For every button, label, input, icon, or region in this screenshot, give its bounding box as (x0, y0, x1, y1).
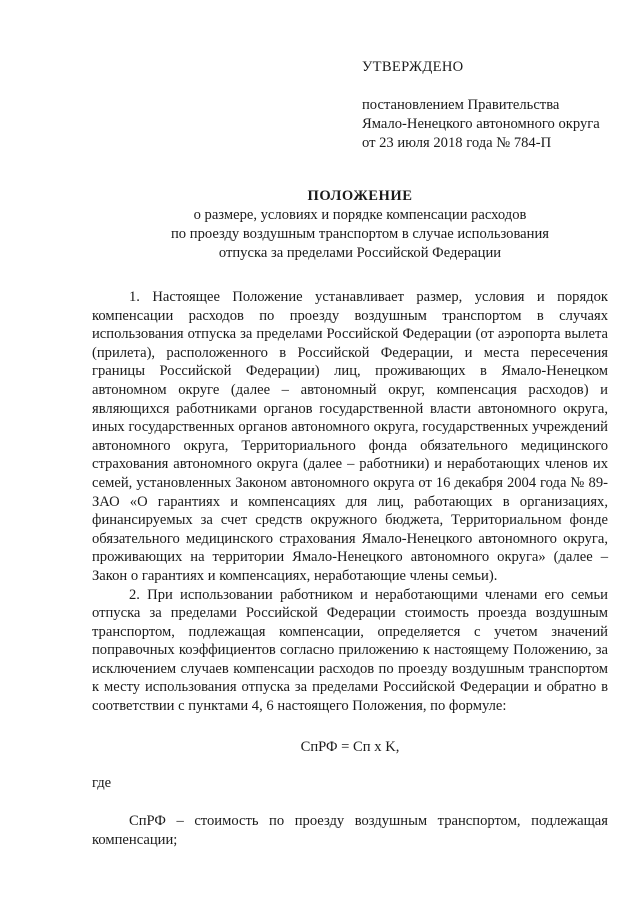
title-line: отпуска за пределами Российской Федерации (218, 245, 502, 261)
title-main: ПОЛОЖЕНИЕ (307, 188, 413, 204)
title-line: о размере, условиях и порядке компенсации расходов (193, 207, 527, 223)
definition-text: CпРФ – стоимость по проезду воздушным транспортом, подлежащая компенсации; (92, 813, 608, 848)
approval-line: Ямало-Ненецкого автономного округа (362, 116, 600, 132)
document-body (92, 288, 608, 716)
approval-stamp (362, 58, 600, 153)
approval-heading: УТВЕРЖДЕНО (362, 59, 464, 75)
definition (92, 812, 608, 850)
paragraph-1: 1. Настоящее Положение устанавливает размер, условия и порядок компенсации расходов по проезду воздушным транспортом в случаях использования отпуска за пределами Российской Федерации (от аэропорта вылета (прилета), расположенного в Российской Федерации, и места пересечения границы Российской Федерации) лиц, проживающих в Ямало-Ненецком автономном округе (далее – автономный округ, компенсация расходов) и являющихся работниками органов государственной власти автономного округа, иных государственных органов автономного округа, государственных учреждений автономного округа, Территориального фонда обязательного медицинского страхования автономного округа (далее – работники) и неработающих членов их семей, установленных Законом автономного округа от 16 декабря 2004 года № 89-ЗАО «О гарантиях и компенсациях для лиц, работающих в организациях, финансируемых за счет средств окружного бюджета, Территориальном фонде обязательного медицинского страхования Ямало-Ненецкого автономного округа, проживающих на территории Ямало-Ненецкого автономного округа» (далее – Закон о гарантиях и компенсациях, неработающие члены семьи). (92, 289, 608, 584)
approval-line: постановлением Правительства (362, 97, 560, 113)
formula: CпРФ = Cп x K, (300, 739, 400, 755)
title-line: по проезду воздушным транспортом в случае использования (171, 226, 549, 242)
document-title (80, 187, 640, 263)
approval-line: от 23 июля 2018 года № 784-П (362, 135, 552, 151)
paragraph-2: 2. При использовании работником и неработающими членами его семьи отпуска за пределами Российской Федерации стоимость проезда воздушным транспортом, подлежащая компенсации, определяется с учетом значений поправочных коэффициентов согласно приложению к настоящему Положению, за исключением случаев компенсации расходов по проезду воздушным транспортом к месту использования отпуска за пределами Российской Федерации и обратно в соответствии с пунктами 4, 6 настоящего Положения, по формуле: (92, 586, 608, 715)
where-label: где (92, 775, 112, 791)
